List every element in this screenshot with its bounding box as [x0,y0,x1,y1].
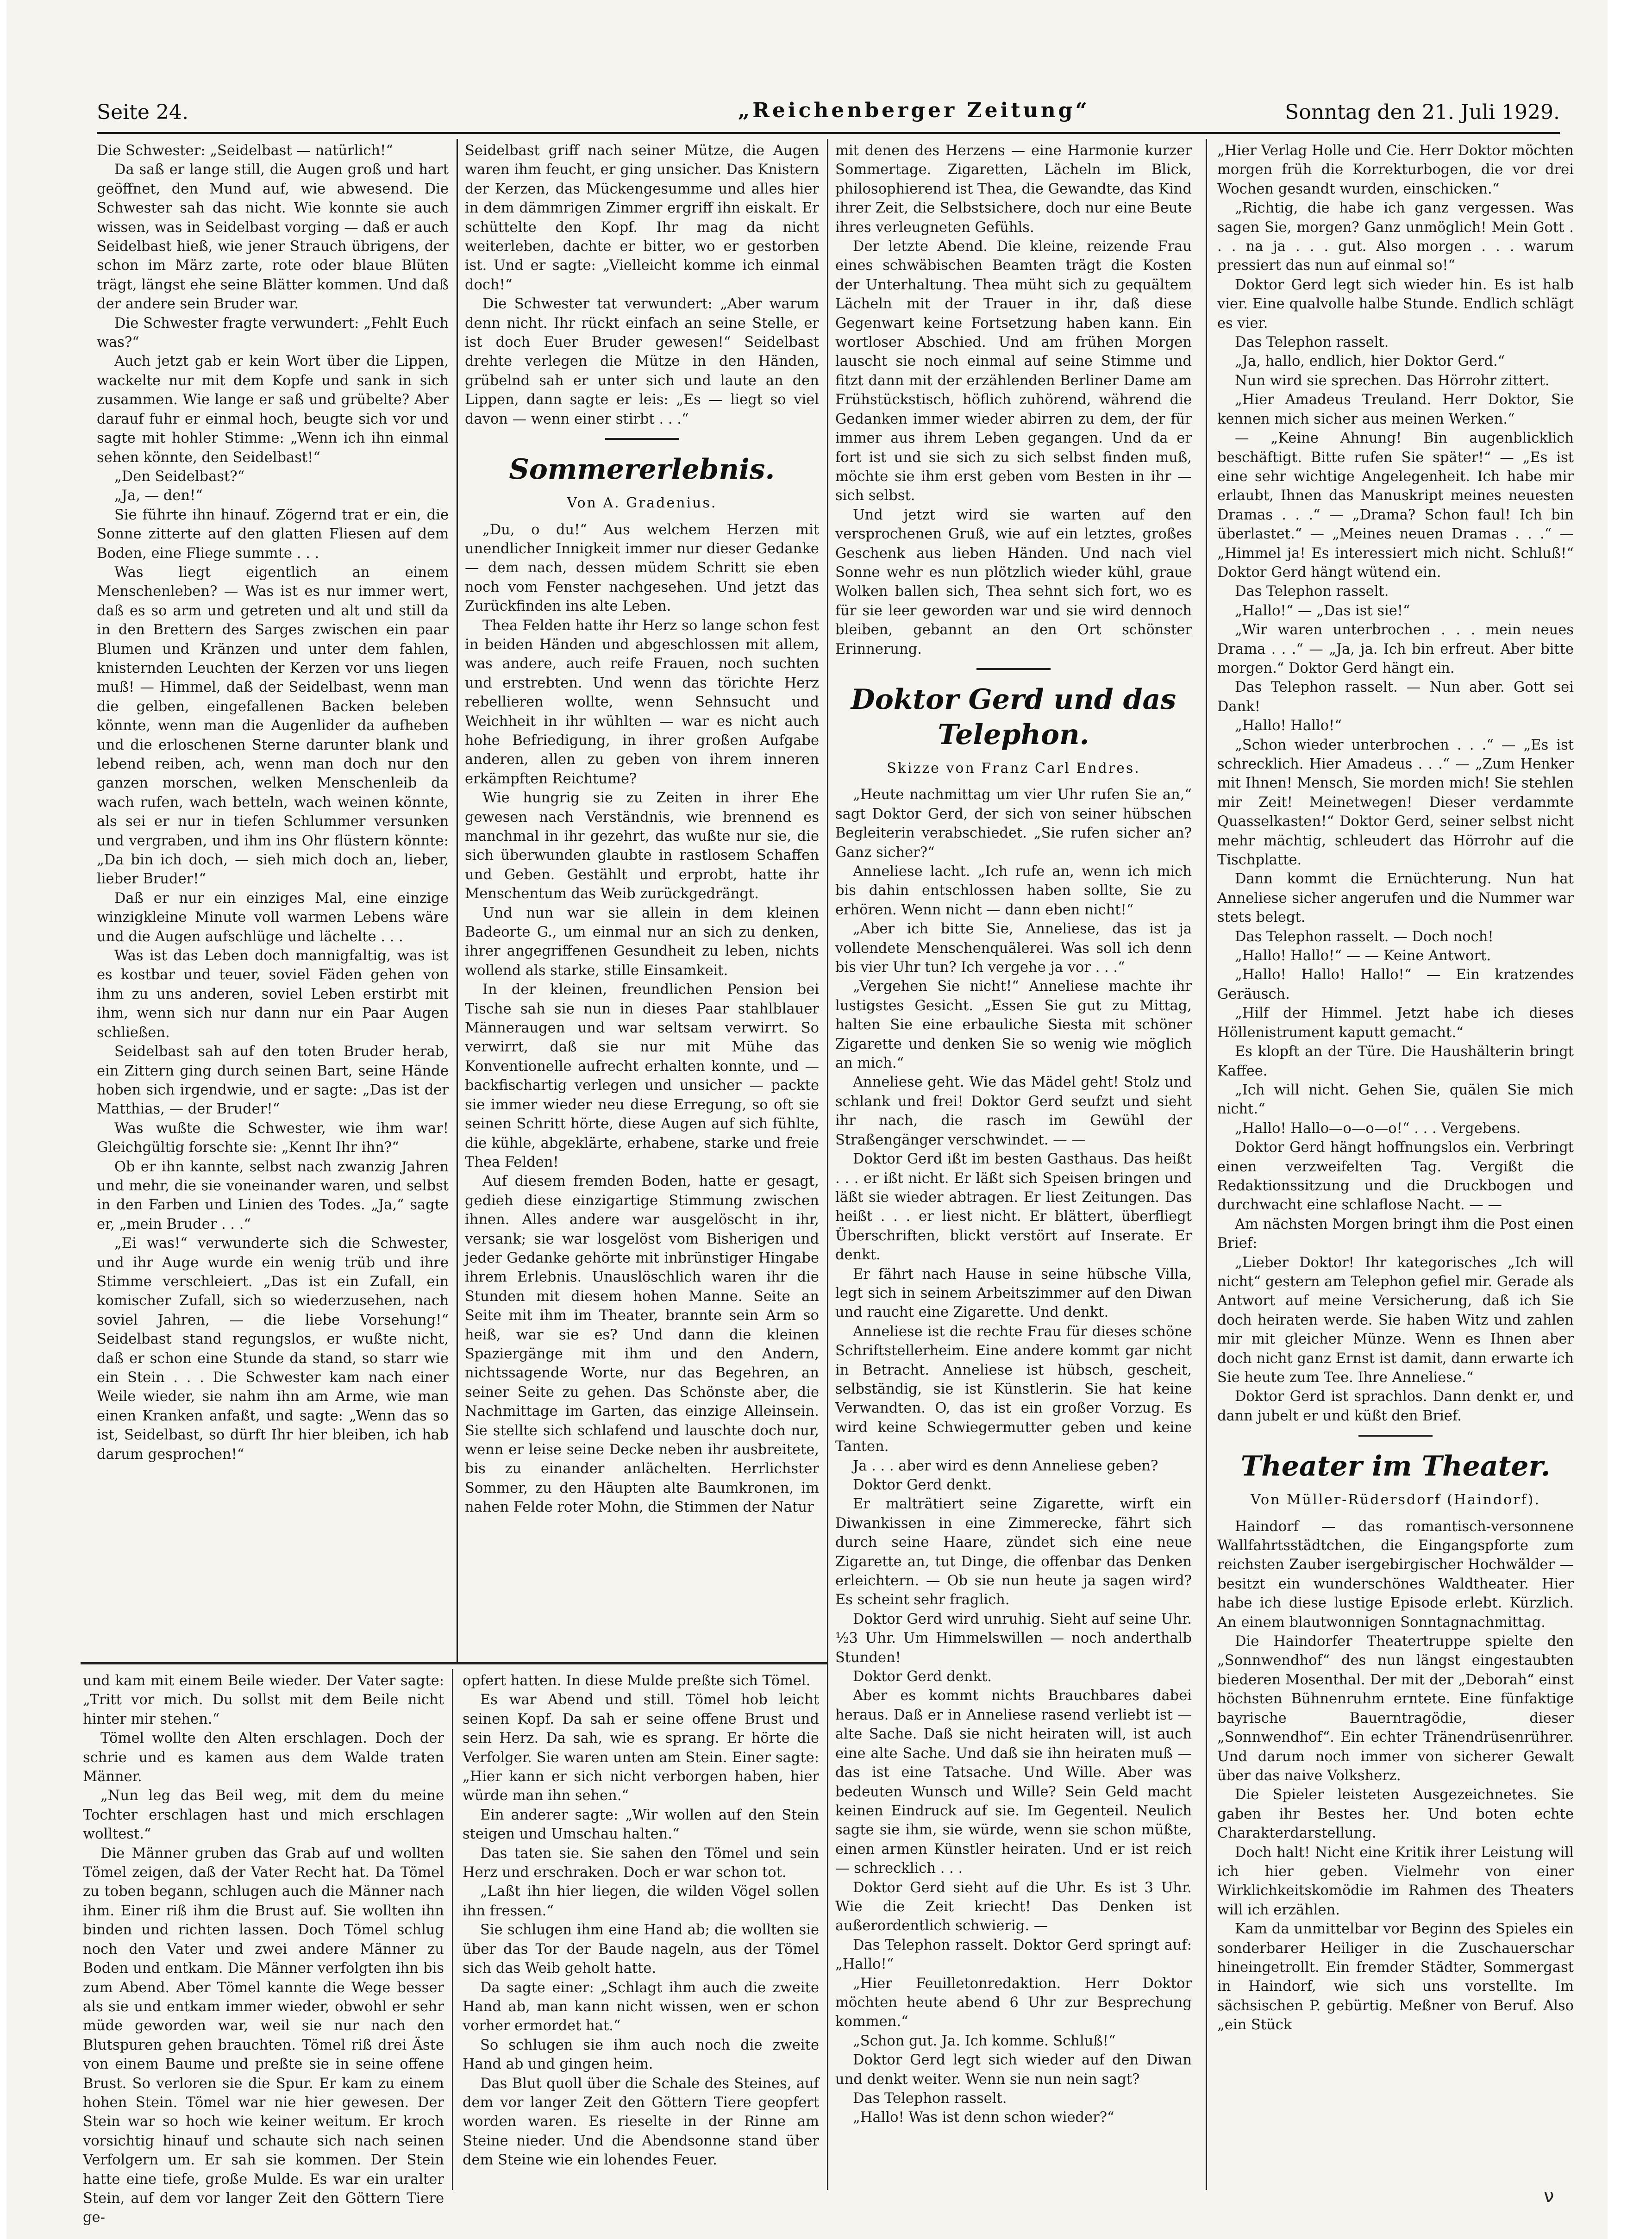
paragraph: „Hallo! Hallo! Hallo!“ — Ein kratzendes Geräusch. [1217,967,1574,1002]
paragraph: Das Telephon rasselt. [1235,583,1389,600]
paragraph: Sie führte ihn hinauf. Zögernd trat er ein, die Sonne zitterte auf den glatten Fliesen auf dem Boden, eine Fliege summte . . . [97,507,449,562]
paragraph: — „Keine Ahnung! Bin augenblicklich beschäftigt. Bitte rufen Sie später!“ — „Es ist eine sehr wichtige Angelegenheit. Ich habe mir erlaubt, Ihnen das Manuskript meines neuesten Dramas . . .“ — „Drama? Schon faul! Ich bin überlastet.“ — „Meines neuen Dramas . . .“ — „Himmel ja! Es interessiert mich nicht. Schluß!“ Doktor Gerd hängt wütend ein. [1217,430,1574,581]
paragraph: „Hallo! Hallo—o—o—o!“ . . . Vergebens. [1235,1120,1521,1137]
paragraph: „Hallo! Was ist denn schon wieder?“ [853,2109,1114,2126]
paragraph: Das Telephon rasselt. [1235,334,1389,351]
paragraph: Doktor Gerd denkt. [853,1477,992,1493]
section-rule [81,1662,827,1664]
paragraph: „Hilf der Himmel. Jetzt habe ich dieses Höllenistrument kaputt gemacht.“ [1217,1005,1574,1041]
paragraph: „Vergehen Sie nicht!“ Anneliese machte ihr lustigstes Gesicht. „Essen Sie gut zu Mittag, halten Sie eine erbauliche Siesta mit schöner Zigarette und denken Sie so wenig wie möglich an mich.“ [835,978,1192,1072]
paragraph: „Hallo! Hallo!“ [1235,718,1342,734]
paragraph: Die Schwester tat verwundert: „Aber warum denn nicht. Ihr rückt einfach an seine Stelle, er ist doch Euer Bruder gewesen!“ Seidelbast drehte verlegen die Mütze in den Händen, grübelnd sah er unter sich und laute an den Lippen, dann sagte er leis: „Es — liegt so viel davon — wenn einer stirbt . . .“ [465,296,819,427]
paragraph: „Hier Verlag Holle und Cie. Herr Doktor möchten morgen früh die Korrekturbogen, die vor drei Wochen gesandt wurden, einschicken.“ [1217,143,1574,197]
issue-date: Sonntag den 21. Juli 1929. [1285,100,1560,124]
paragraph: Doktor Gerd legt sich wieder auf den Diwan und denkt weiter. Wenn sie nun nein sagt? [835,2052,1192,2088]
paragraph: Dann kommt die Ernüchterung. Nun hat Anneliese sicher angerufen und die Nummer war stets belegt. [1217,871,1574,926]
column-3 [835,141,1192,2188]
paragraph: Doktor Gerd ist sprachlos. Dann denkt er, und dann jubelt er und küßt den Brief. [1217,1388,1574,1424]
header-rule [97,132,1560,134]
paragraph: Was liegt eigentlich an einem Menschenleben? — Was ist es nur immer wert, daß es so arm und getreten und alt und still da in den Brettern des Sarges zwischen ein paar Blumen und Kränzen und unter dem fahlen, knisternden Leuchten der Kerzen vor uns liegen muß! — Himmel, daß der Seidelbast, wenn man die gelben, eingefallenen Backen beleben könnte, wenn man die Augenlider da aufheben und die erloschenen Sterne darunter blank und lebend reiben, ach, wenn man doch nur den ganzen morschen, welken Menschenleib da wach rufen, wach betteln, wach weinen könnte, als sei er nur in tiefen Schlummer versunken und vergraben, und ihm ins Ohr flüstern könnte: „Da bin ich doch, — sieh mich doch an, lieber, lieber Bruder!“ [97,564,449,888]
paragraph: Was wußte die Schwester, wie ihm war! Gleichgültig forschte sie: „Kennt Ihr ihn?“ [97,1120,449,1156]
column-rule [457,139,458,1662]
article-title-theater: Theater im Theater. [1240,1450,1551,1483]
paragraph: „Ja, hallo, endlich, hier Doktor Gerd.“ [1235,353,1505,370]
column-rule [452,1669,453,2190]
paragraph: Die Schwester fragte verwundert: „Fehlt Euch was?“ [97,315,449,351]
paragraph: Ja . . . aber wird es denn Anneliese geben? [853,1457,1158,1474]
paragraph: „Wir waren unterbrochen . . . mein neues Drama . . .“ — „Ja, ja. Ich bin erfreut. Aber bitte morgen.“ Doktor Gerd hängt ein. [1217,622,1574,676]
paragraph: „Hallo! Hallo!“ — — Keine Antwort. [1235,948,1491,964]
paragraph: Daß er nur ein einziges Mal, eine einzige winzigkleine Minute voll warmen Lebens wäre und die Augen aufschlüge und lächelte . . . [97,890,449,945]
paragraph: Am nächsten Morgen bringt ihm die Post einen Brief: [1217,1216,1574,1252]
paragraph: Seidelbast griff nach seiner Mütze, die Augen waren ihm feucht, er ging unsicher. Das Knistern der Kerzen, das Mückengesumme und alles hier in dem dämmrigen Zimmer ergriff ihn eiskalt. Er schüttelte den Kopf. Ihr mag da nicht weiterleben, dachte er bitter, wo er gestorben ist. Und er sagte: „Vielleicht komme ich einmal doch!“ [465,143,819,293]
paragraph: Und jetzt wird sie warten auf den versprochenen Gruß, wie auf ein letztes, großes Geschenk aus lieben Händen. Und nach viel Sonne wehr es nun plötzlich wieder kühl, graue Wolken ballen sich, Thea sehnt sich fort, wo es für sie leer geworden war und sie wird dennoch bleiben, gebannt an den Ort schönster Erinnerung. [835,507,1192,657]
paragraph: „Hallo!“ — „Das ist sie!“ [1235,602,1410,619]
paragraph: Haindorf — das romantisch-versonnene Wallfahrtsstädtchen, die Eingangspforte zum reichsten Zauber isergebirgischer Hochwälder — besitzt ein wunderschönes Waldtheater. Hier habe ich diese lustige Episode erlebt. Kürzlich. An einem blautwonnigen Sonntagnachmittag. [1217,1518,1574,1631]
column-1-upper [97,141,449,1655]
article-title-sommererlebnis: Sommererlebnis. [509,453,775,486]
paragraph: Thea Felden hatte ihr Herz so lange schon fest in beiden Händen und abgeschlossen mit allem, was andere, auch reife Frauen, noch suchten und erstrebten. Und wenn das törichte Herz rebellieren wollte, wenn Sehnsucht und Weichheit in ihr wühlten — war es nicht auch hohe Befriedigung, in ihrer großen Aufgabe anderen, allen zu geben von ihrem inneren erkämpften Reichtume? [465,617,819,787]
paragraph: Ein anderer sagte: „Wir wollen auf den Stein steigen und Umschau halten.“ [463,1807,819,1843]
paragraph: So schlugen sie ihm auch noch die zweite Hand ab und gingen heim. [463,2037,819,2073]
article-separator [605,438,679,440]
paragraph: Was ist das Leben doch mannigfaltig, was ist es kostbar und teuer, soviel Fäden gehen von ihm zu uns anderen, soviel Leben erstirbt mit ihm, wenn sich nur dann nur ein Paar Augen schließen. [97,948,449,1041]
column-2-upper [465,141,819,1646]
paragraph: opfert hatten. In diese Mulde preßte sich Tömel. [463,1673,811,1689]
paragraph: Anneliese lacht. „Ich rufe an, wenn ich mich bis dahin entschlossen haben sollte, Sie zu erhören. Wenn nicht — dann eben nicht!“ [835,863,1192,918]
paragraph: Es klopft an der Türe. Die Haushälterin bringt Kaffee. [1217,1044,1574,1079]
paragraph: „Du, o du!“ Aus welchem Herzen mit unendlicher Innigkeit immer nur dieser Gedanke — dem nach, dessen müdem Schritt sie eben noch vom Fenster nachgesehen. Und jetzt das Zurückfinden ins alte Leben. [465,521,819,615]
article-byline: Skizze von Franz Carl Endres. [887,760,1140,776]
paragraph: „Laßt ihn hier liegen, die wilden Vögel sollen ihn fressen.“ [463,1883,819,1919]
paragraph: Das Telephon rasselt. — Nun aber. Gott sei Dank! [1217,679,1574,715]
paragraph: Aber es kommt nichts Brauchbares dabei heraus. Daß er in Anneliese rasend verliebt ist — alte Sache. Daß sie nicht heiraten will, ist auch eine alte Sache. Und daß sie ihn heiraten muß — das ist eine Tatsache. Und Wille. Aber was bedeuten Wunsch und Wille? Sein Geld macht keinen Eindruck auf sie. Im Gegenteil. Neulich sagte sie ihm, sie würde, wenn sie schon müßte, einen armen Künstler heiraten. Und er ist reich — schrecklich . . . [835,1688,1192,1877]
paragraph: „Schon wieder unterbrochen . . .“ — „Es ist schrecklich. Hier Amadeus . . .“ — „Zum Henker mit Ihnen! Mensch, Sie morden mich! Sie stehlen mir Zeit! Meinetwegen! Dieser verdammte Quasselkasten!“ Doktor Gerd, seiner selbst nicht mehr mächtig, schleudert das Hörrohr auf die Tischplatte. [1217,737,1574,869]
paragraph: Seidelbast sah auf den toten Bruder herab, ein Zittern ging durch seinen Bart, seine Hände hoben sich irgendwie, und er sagte: „Das ist der Matthias, — der Bruder!“ [97,1044,449,1118]
paragraph: Da sagte einer: „Schlagt ihm auch die zweite Hand ab, man kann nicht wissen, wen er schon vorher ermordet hat.“ [463,1979,819,2034]
newspaper-name: „Reichenberger Zeitung“ [738,99,1090,122]
column-rule [827,139,828,2190]
article-byline: Von Müller-Rüdersdorf (Haindorf). [1251,1492,1540,1508]
paragraph: Sie schlugen ihm eine Hand ab; die wollten sie über das Tor der Baude nageln, aus der Tömel sich das Weib geholt hatte. [463,1922,819,1977]
paragraph: Die Männer gruben das Grab auf und wollten Tömel zeigen, daß der Vater Recht hat. Da Tömel zu toben begann, schlugen auch die Männer nach ihm. Einer riß ihm die Brust auf. Sie wollten ihn binden und richten lassen. Doch Tömel schlug noch den Vater und zwei andere Männer zu Boden und entkam. Die Männer verfolgten ihn bis zum Abend. Aber Tömel kannte die Wege besser als sie und entkam immer wieder, obwohl er sehr müde geworden war, weil sie nur nach den Blutspuren gehen brauchten. Tömel riß drei Äste von einem Baume und preßte sie in seine offene Brust. So verloren sie die Spur. Er kam zu einem hohen Stein. Tömel war nie hier gewesen. Der Stein war so hoch wie keiner weitum. Er kroch vorsichtig hinauf und schaute sich nach seinen Verfolgern um. Er sah sie kommen. Der Stein hatte eine tiefe, große Mulde. Es war ein uralter Stein, auf dem vor langer Zeit den Göttern Tiere ge- [83,1845,444,2226]
page-margin [1608,0,1652,2239]
paragraph: Die Haindorfer Theatertruppe spielte den „Sonnwendhof“ des nun längst eingestaubten biederen Mosenthal. Der mit der „Deborah“ einst höchsten Bühnenruhm erntete. Eine fünfaktige bayrische Bauerntragödie, dieser „Sonnwendhof“. Ein echter Tränendrüsenrührer. Und darum noch immer von sicherer Gewalt über das naive Volksherz. [1217,1633,1574,1784]
paragraph: Da saß er lange still, die Augen groß und hart geöffnet, den Mund auf, wie abwesend. Die Schwester sah das nicht. Wie konnte sie auch wissen, was in Seidelbast vorging — daß er auch Seidelbast hieß, wie jener Strauch übrigens, der schon im März zarte, rote oder blaue Blüten trägt, längst ehe seine Blätter kommen. Und daß der andere sein Bruder war. [97,162,449,313]
paragraph: Das Blut quoll über die Schale des Steines, auf dem vor langer Zeit den Göttern Tiere geopfert worden waren. Es rieselte in der Rinne am Steine nieder. Und die Abendsonne stand über dem Steine wie ein lohendes Feuer. [463,2075,819,2169]
paragraph: mit denen des Herzens — eine Harmonie kurzer Sommertage. Zigaretten, Lächeln im Blick, philosophierend ist Thea, die Gewandte, das Kind ihrer Zeit, die Selbstsichere, doch nur eine Beute ihres verleugneten Gefühls. [835,143,1192,236]
paragraph: Es war Abend und still. Tömel hob leicht seinen Kopf. Da sah er seine offene Brust und sein Herz. Da sah, wie es sprang. Er hörte die Verfolger. Sie waren unten am Stein. Einer sagte: „Hier kann er sich nicht verborgen haben, hier würde man ihn sehen.“ [463,1692,819,1804]
paragraph: Ob er ihn kannte, selbst nach zwanzig Jahren und mehr, die sie voneinander waren, und selbst in den Farben und Linien des Todes. „Ja,“ sagte er, „mein Bruder . . .“ [97,1158,449,1232]
paragraph: In der kleinen, freundlichen Pension bei Tische sah sie nun in dieses Paar stahlblauer Männeraugen und war seltsam verwirrt. So verwirrt, daß sie nur mit Mühe das Konventionelle aufrecht erhalten konnte, und — backfischartig verlegen und unsicher — packte sie immer wieder neu diese Erregung, so oft sie seinen Schritt hörte, diese Augen auf sich fühlte, die kühle, abgeklärte, erhabene, starke und freie Thea Felden! [465,982,819,1170]
paragraph: „Den Seidelbast?“ [114,468,245,485]
paragraph: Das Telephon rasselt. — Doch noch! [1235,928,1494,945]
paragraph: Tömel wollte den Alten erschlagen. Doch der schrie und es kamen aus dem Walde traten Männer. [83,1730,444,1785]
paragraph: Doch halt! Nicht eine Kritik ihrer Leistung will ich hier geben. Vielmehr von einer Wirklichkeitskomödie im Rahmen des Theaters will ich erzählen. [1217,1844,1574,1918]
paragraph: Er fährt nach Hause in seine hübsche Villa, legt sich in seinem Arbeitszimmer auf den Diwan und raucht eine Zigarette. Und denkt. [835,1266,1192,1321]
paragraph: Das taten sie. Sie sahen den Tömel und sein Herz und erschraken. Doch er war schon tot. [463,1845,819,1881]
article-byline: Von A. Gradenius. [567,495,717,512]
paragraph: Das Telephon rasselt. [853,2090,1007,2107]
paragraph: „Ich will nicht. Gehen Sie, quälen Sie mich nicht.“ [1217,1082,1574,1118]
paragraph: Kam da unmittelbar vor Beginn des Spieles ein sonderbarer Heiliger in die Zuschauerschar hineingetrollt. Ein fremder Städter, Sommergast in Haindorf, wie sich uns vorstellte. Im sächsischen P. gebürtig. Meßner von Beruf. Also „ein Stück [1217,1921,1574,2033]
paragraph: Doktor Gerd denkt. [853,1669,992,1685]
paragraph: Anneliese geht. Wie das Mädel geht! Stolz und schlank und frei! Doktor Gerd seufzt und sieht ihr nach, die rasch im Gewühl der Straßengänger verschwindet. — — [835,1074,1192,1148]
paragraph: Er malträtiert seine Zigarette, wirft ein Diwankissen in eine Zimmerecke, fährt sich durch seine Haare, zündet sich eine neue Zigarette an, tut Dinge, die offenbar das Denken erleichtern. — Ob sie nun heute ja sagen wird? Es scheint sehr fraglich. [835,1496,1192,1608]
column-rule [1206,139,1207,2190]
paragraph: Doktor Gerd legt sich wieder hin. Es ist halb vier. Eine qualvolle halbe Stunde. Endlich schlägt es vier. [1217,276,1574,331]
paragraph: „Hier Feuilletonredaktion. Herr Doktor möchten heute abend 6 Uhr zur Besprechung kommen.“ [835,1975,1192,2030]
newspaper-page [6,0,1646,2239]
paragraph: Der letzte Abend. Die kleine, reizende Frau eines schwäbischen Beamten trägt die Kosten der Unterhaltung. Thea müht sich zu gequältem Lächeln mit der Trauer in ihr, daß diese Gegenwart keine Fortsetzung haben kann. Ein wortloser Abschied. Und am frühen Morgen lauscht sie noch einmal auf seine Stimme und fitzt dann mit der erzählenden Berliner Dame am Frühstückstisch, höflich zuhörend, während die Gedanken immer wieder abirren zu dem, der für immer aus ihrem Leben gegangen. Und da er fort ist und sie sich zu sich selbst finden muß, möchte sie ihm erst geben vom Besten in ihr — sich selbst. [835,238,1192,504]
paragraph: Und nun war sie allein in dem kleinen Badeorte G., um einmal nur an sich zu denken, ihrer angegriffenen Gesundheit zu leben, nichts wollend als starke, stille Einsamkeit. [465,905,819,979]
page-number: Seite 24. [97,100,188,124]
paragraph: Auf diesem fremden Boden, hatte er gesagt, gedieh diese einzigartige Stimmung zwischen ihnen. Alles andere war ausgelöscht in ihr, versank; sie war losgelöst vom Bisherigen und jeder Gedanke gehörte mit inbrünstiger Hingabe ihrem Erlebnis. Unauslöschlich waren ihr die Stunden mit diesem hohen Manne. Seite an Seite mit ihm im Theater, brannte sein Arm so heiß, war sie es? Und dann die kleinen Spaziergänge mit ihm und den Andern, nichtssagende Worte, nur das Begehren, an seiner Seite zu gehen. Das Schönste aber, die Nachmittage im Garten, das einzige Alleinsein. Sie stellte sich schlafend und lauschte doch nur, wenn er leise seine Decke neben ihr ausbreitete, bis zu einander anlächelten. Herrlichster Sommer, zu den Häupten alte Baumkronen, im nahen Felde roter Mohn, die Stimmen der Natur [465,1173,819,1516]
page-header [97,95,1560,127]
column-1-lower [83,1671,444,2226]
paragraph: „Nun leg das Beil weg, mit dem du meine Tochter erschlagen hast und mich erschlagen wolltest.“ [83,1788,444,1843]
paragraph: Doktor Gerd sieht auf die Uhr. Es ist 3 Uhr. Wie die Zeit kriecht! Das Denken ist außerordentlich schwierig. — [835,1879,1192,1934]
corner-mark: ν [1544,2185,1554,2207]
article-title-doktor-gerd: Doktor Gerd und das Telephon. [851,683,1176,751]
paragraph: Anneliese ist die rechte Frau für dieses schöne Schriftstellerheim. Eine andere kommt gar nicht in Betracht. Anneliese ist hübsch, gescheit, selbständig, sie ist Künstlerin. Sie hat keine Verwandten. O, das ist ein großer Vorzug. Es wird keine Schwiegermutter geben und keine Tanten. [835,1323,1192,1455]
article-separator [976,668,1051,670]
paragraph: Das Telephon rasselt. Doktor Gerd springt auf: „Hallo!“ [835,1937,1192,1973]
paragraph: „Aber ich bitte Sie, Anneliese, das ist ja vollendete Menschenquälerei. Was soll ich denn bis vier Uhr tun? Ich vergehe ja vor . . .“ [835,921,1192,976]
paragraph: „Schon gut. Ja. Ich komme. Schluß!“ [853,2033,1116,2049]
paragraph: „Lieber Doktor! Ihr kategorisches „Ich will nicht“ gestern am Telephon gefiel mir. Gerade als Antwort auf meine Versicherung, daß ich Sie doch heiraten werde. Sie haben Witz und zahlen mir mit gleicher Münze. Wenn es Ihnen aber doch nicht ganz Ernst ist damit, dann erwarte ich Sie heute zum Tee. Ihre Anneliese.“ [1217,1254,1574,1386]
paragraph: „Heute nachmittag um vier Uhr rufen Sie an,“ sagt Doktor Gerd, der sich von seiner hübschen Begleiterin verabschiedet. „Sie rufen sicher an? Ganz sicher?“ [835,787,1192,861]
column-4 [1217,141,1574,2188]
article-separator [1358,1435,1433,1437]
paragraph: „Hier Amadeus Treuland. Herr Doktor, Sie kennen mich sicher aus meinen Werken.“ [1217,392,1574,427]
paragraph: Doktor Gerd ißt im besten Gasthaus. Das heißt . . . er ißt nicht. Er läßt sich Speisen bringen und läßt sie wieder abtragen. Er liest Zeitungen. Das heißt . . . er liest nicht. Er blättert, überfliegt Überschriften, blickt verstört auf Inserate. Er denkt. [835,1151,1192,1263]
paragraph: „Ja, — den!“ [114,488,203,504]
paragraph: Die Spieler leisteten Ausgezeichnetes. Sie gaben ihr Bestes her. Und boten echte Charakterdarstellung. [1217,1787,1574,1842]
paragraph: Auch jetzt gab er kein Wort über die Lippen, wackelte nur mit dem Kopfe und sank in sich zusammen. Wie lange er saß und grübelte? Aber darauf fuhr er einmal hoch, beugte sich vor und sagte mit hohler Stimme: „Wenn ich ihn einmal sehen könnte, den Seidelbast!“ [97,353,449,466]
column-2-lower [463,1671,819,2188]
paragraph: „Ei was!“ verwunderte sich die Schwester, und ihr Auge wurde ein wenig trüb und ihre Stimme verschleiert. „Das ist ein Zufall, ein komischer Zufall, sich so wiederzusehen, nach soviel Jahren, — die liebe Vorsehung!“ Seidelbast stand regungslos, er wußte nicht, daß er schon eine Stunde da stand, so starr wie ein Stein . . . Die Schwester kam nach einer Weile wieder, sie nahm ihn am Arme, wie man einen Kranken anfaßt, und sagte: „Wenn das so ist, Seidelbast, so dürft Ihr hier bleiben, ich hab darum gesprochen!“ [97,1235,449,1463]
paragraph: Nun wird sie sprechen. Das Hörrohr zittert. [1235,372,1550,389]
paragraph: und kam mit einem Beile wieder. Der Vater sagte: „Tritt vor mich. Du sollst mit dem Beile nicht hinter mir stehen.“ [83,1673,444,1727]
paragraph: Die Schwester: „Seidelbast — natürlich!“ [97,143,393,159]
paragraph: „Richtig, die habe ich ganz vergessen. Was sagen Sie, morgen? Ganz unmöglich! Mein Gott . . . na ja . . . gut. Also morgen . . . warum pressiert das nun auf einmal so!“ [1217,200,1574,274]
paragraph: Doktor Gerd wird unruhig. Sieht auf seine Uhr. ½3 Uhr. Um Himmelswillen — noch anderthalb Stunden! [835,1611,1192,1666]
paragraph: Doktor Gerd hängt hoffnungslos ein. Verbringt einen verzweifelten Tag. Vergißt die Redaktionssitzung und die Druckbogen und durchwacht eine schlaflose Nacht. — — [1217,1139,1574,1213]
paragraph: Wie hungrig sie zu Zeiten in ihrer Ehe gewesen nach Verständnis, wie brennend es manchmal in ihr gezehrt, das wußte nur sie, die sich überwunden glaubte in rastlosem Schaffen und Geben. Gestählt und erprobt, hatte ihr Menschentum das Weib zurückgedrängt. [465,790,819,902]
